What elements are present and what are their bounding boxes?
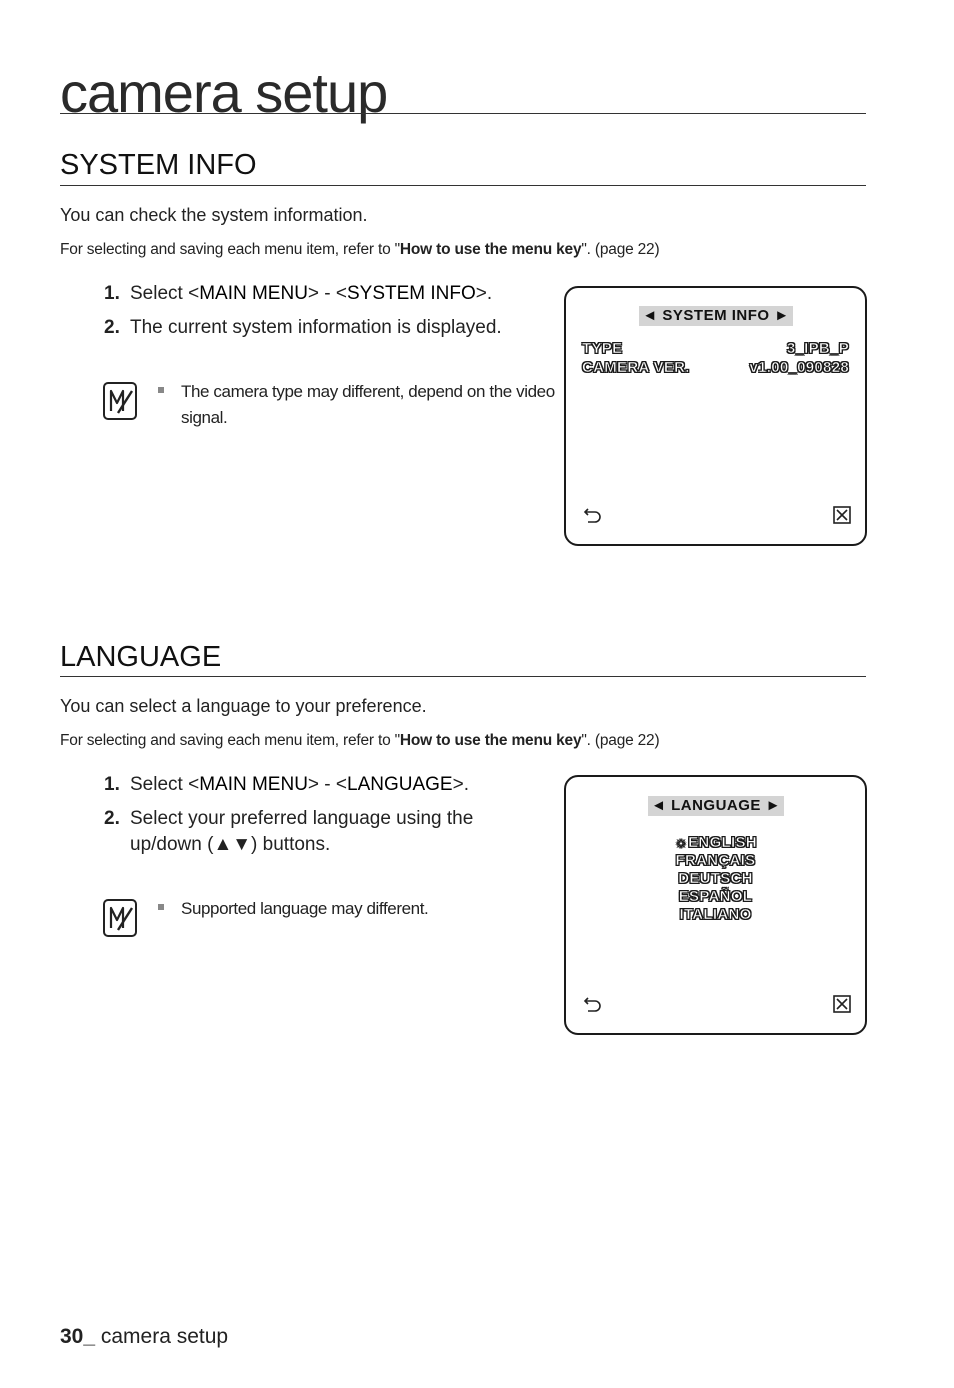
- osd-option-deutsch[interactable]: DEUTSCH: [678, 870, 753, 887]
- section-intro: You can check the system information.: [60, 205, 368, 225]
- section-divider: [60, 676, 866, 677]
- return-icon[interactable]: [583, 505, 603, 525]
- osd-value-camera-ver: v1.00_090828: [749, 359, 849, 376]
- reference-prefix: For selecting and saving each menu item, refer to ": [60, 732, 400, 749]
- return-icon[interactable]: [583, 994, 603, 1014]
- step-1: [104, 281, 492, 307]
- section-intro: You can select a language to your preference.: [60, 696, 427, 716]
- osd-screen-language: [564, 775, 867, 1035]
- step-text: Select <: [130, 774, 200, 795]
- section-heading-system-info: SYSTEM INFO: [60, 149, 257, 181]
- osd-header: ◄ SYSTEM INFO ►: [639, 306, 793, 326]
- menu-key-reference: [60, 732, 659, 750]
- menu-name: LANGUAGE: [347, 774, 453, 795]
- step-text: >.: [452, 774, 469, 795]
- osd-option-francais[interactable]: FRANÇAIS: [675, 852, 756, 869]
- step-2: [104, 806, 473, 858]
- exit-icon[interactable]: [832, 994, 852, 1014]
- step-number: 2.: [104, 317, 120, 338]
- memo-icon: [102, 898, 138, 938]
- bullet: [158, 904, 164, 910]
- reference-suffix: ". (page 22): [581, 241, 660, 258]
- step-1: [104, 772, 469, 798]
- osd-option-english[interactable]: ☼ENGLISH: [674, 834, 757, 851]
- step-number: 1.: [104, 774, 120, 795]
- note-text: Supported language may different.: [181, 899, 429, 918]
- bullet: [158, 387, 164, 393]
- menu-name: MAIN MENU: [199, 774, 308, 795]
- memo-icon: [102, 381, 138, 421]
- menu-name: SYSTEM INFO: [347, 283, 476, 304]
- step-text: > - <: [307, 283, 347, 304]
- step-number: 2.: [104, 808, 120, 829]
- step-number: 1.: [104, 283, 120, 304]
- step-text-continued: up/down (▲▼) buttons.: [130, 834, 331, 855]
- note-text: The camera type may different, depend on the video signal.: [181, 382, 555, 427]
- osd-label-type: TYPE: [582, 340, 623, 357]
- section-heading-language: LANGUAGE: [60, 641, 222, 673]
- reference-prefix: For selecting and saving each menu item, refer to ": [60, 241, 400, 258]
- page-footer: [60, 1325, 228, 1349]
- section-divider: [60, 185, 866, 186]
- step-2: [104, 315, 502, 341]
- step-text: The current system information is displayed.: [130, 317, 502, 338]
- osd-header: ◄ LANGUAGE ►: [648, 796, 784, 816]
- step-text: > - <: [307, 774, 347, 795]
- osd-option-italiano[interactable]: ITALIANO: [679, 906, 752, 923]
- reference-suffix: ". (page 22): [581, 732, 660, 749]
- step-text: Select <: [130, 283, 200, 304]
- exit-icon[interactable]: [832, 505, 852, 525]
- osd-label-camera-ver: CAMERA VER.: [582, 359, 690, 376]
- step-text: >.: [475, 283, 493, 304]
- step-text: Select your preferred language using the: [130, 808, 474, 829]
- reference-link: How to use the menu key: [399, 732, 582, 749]
- footer-label: camera setup: [95, 1325, 229, 1348]
- page-number: 30_: [60, 1325, 96, 1348]
- chapter-divider: [60, 113, 866, 114]
- chapter-title: camera setup: [60, 61, 388, 124]
- menu-name: MAIN MENU: [199, 283, 308, 304]
- reference-link: How to use the menu key: [399, 241, 582, 258]
- osd-option-espanol[interactable]: ESPAÑOL: [678, 888, 753, 905]
- osd-value-type: 3_IPB_P: [786, 340, 849, 357]
- osd-screen-system-info: [564, 286, 867, 546]
- menu-key-reference: [60, 241, 659, 259]
